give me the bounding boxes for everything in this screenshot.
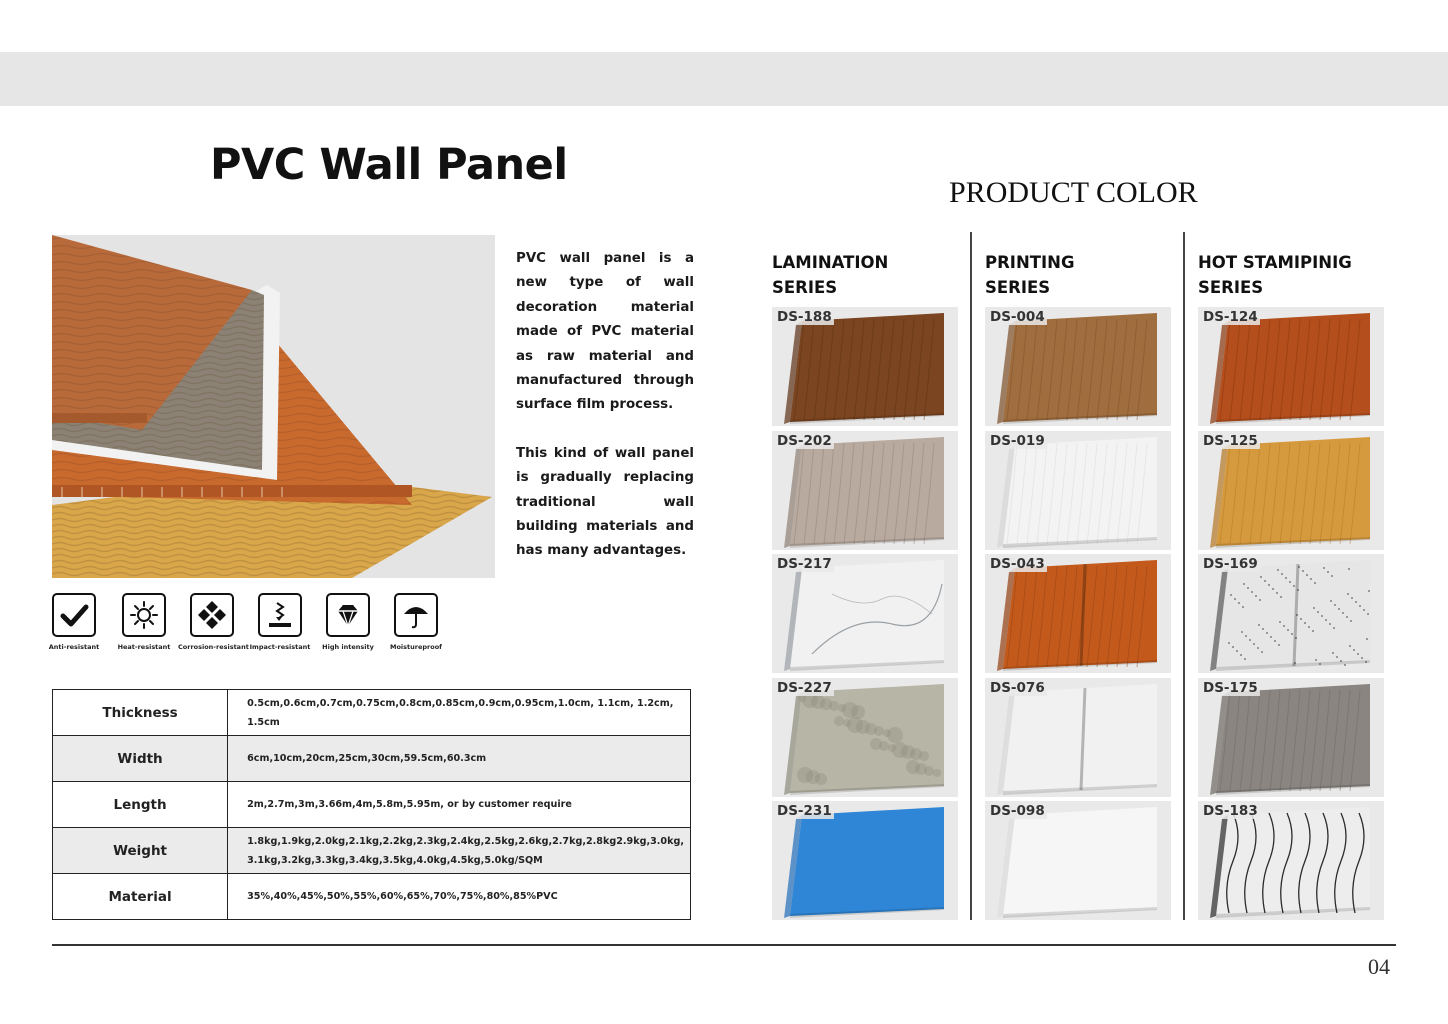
product-swatch bbox=[1198, 431, 1384, 550]
spec-table bbox=[52, 689, 691, 920]
spec-name: Weight bbox=[53, 828, 228, 874]
product-swatch bbox=[772, 678, 958, 797]
product-code: DS-076 bbox=[990, 680, 1045, 696]
product-swatch bbox=[772, 554, 958, 673]
feature-label: Corrosion-resistant bbox=[178, 643, 249, 651]
product-code: DS-004 bbox=[990, 309, 1045, 325]
feature-label: High intensity bbox=[322, 643, 374, 651]
feature-label: Heat-resistant bbox=[117, 643, 171, 651]
page-title: PVC Wall Panel bbox=[210, 140, 568, 190]
product-code: DS-183 bbox=[1203, 803, 1258, 819]
product-code: DS-227 bbox=[777, 680, 832, 696]
product-swatch bbox=[772, 801, 958, 920]
product-swatch bbox=[985, 431, 1171, 550]
product-code: DS-043 bbox=[990, 556, 1045, 572]
product-code: DS-169 bbox=[1203, 556, 1258, 572]
feature-icons bbox=[48, 593, 452, 655]
product-swatch bbox=[1198, 307, 1384, 426]
feature-anti-resistant bbox=[40, 593, 108, 651]
feature-high-intensity bbox=[314, 593, 382, 651]
feature-corrosion-resistant bbox=[178, 593, 249, 651]
table-row bbox=[53, 690, 691, 736]
description-paragraph: This kind of wall panel is gradually replacing traditional wall building materials and has many advantages. bbox=[516, 445, 694, 559]
gem-icon bbox=[326, 593, 370, 637]
product-code: DS-231 bbox=[777, 803, 832, 819]
feature-moistureproof bbox=[382, 593, 450, 651]
product-code: DS-019 bbox=[990, 433, 1045, 449]
table-row bbox=[53, 874, 691, 920]
description bbox=[516, 247, 694, 588]
table-row bbox=[53, 736, 691, 782]
product-code: DS-202 bbox=[777, 433, 832, 449]
umbrella-icon bbox=[394, 593, 438, 637]
product-code: DS-175 bbox=[1203, 680, 1258, 696]
feature-label: Impact-resistant bbox=[249, 643, 311, 651]
table-row bbox=[53, 828, 691, 874]
checkmark-icon bbox=[52, 593, 96, 637]
product-color-title: PRODUCT COLOR bbox=[949, 176, 1198, 209]
product-code: DS-125 bbox=[1203, 433, 1258, 449]
diamond-tiles-icon bbox=[190, 593, 234, 637]
spec-name: Width bbox=[53, 736, 228, 782]
description-paragraph: PVC wall panel is a new type of wall decoration material made of PVC material as raw material and manufactured through surface film process. bbox=[516, 251, 694, 413]
product-swatch bbox=[985, 554, 1171, 673]
spec-value: 35%,40%,45%,50%,55%,60%,65%,70%,75%,80%,85%PVC bbox=[228, 874, 691, 920]
product-code: DS-098 bbox=[990, 803, 1045, 819]
series-title-hot-stamping: HOT STAMIPINIG SERIES bbox=[1198, 253, 1352, 297]
product-code: DS-217 bbox=[777, 556, 832, 572]
spec-name: Thickness bbox=[53, 690, 228, 736]
product-swatch bbox=[772, 307, 958, 426]
spec-value: 1.8kg,1.9kg,2.0kg,2.1kg,2.2kg,2.3kg,2.4kg,2.5kg,2.6kg,2.7kg,2.8kg2.9kg,3.0kg, 3.1kg,3.2kg,3.3kg,3.4kg,3.5kg,4.0kg,4.5kg,5.0kg/SQM bbox=[228, 828, 691, 874]
product-code: DS-124 bbox=[1203, 309, 1258, 325]
spec-name: Material bbox=[53, 874, 228, 920]
hero-product-image bbox=[52, 235, 495, 578]
series-title-printing: PRINTING SERIES bbox=[985, 253, 1075, 297]
product-swatch bbox=[1198, 554, 1384, 673]
header-band bbox=[0, 52, 1448, 106]
feature-impact-resistant bbox=[246, 593, 314, 651]
product-swatch bbox=[772, 431, 958, 550]
product-swatch bbox=[985, 307, 1171, 426]
spec-value: 6cm,10cm,20cm,25cm,30cm,59.5cm,60.3cm bbox=[228, 736, 691, 782]
sun-icon bbox=[122, 593, 166, 637]
spec-name: Length bbox=[53, 782, 228, 828]
spec-value: 0.5cm,0.6cm,0.7cm,0.75cm,0.8cm,0.85cm,0.9cm,0.95cm,1.0cm, 1.1cm, 1.2cm, 1.5cm bbox=[228, 690, 691, 736]
column-divider bbox=[1183, 232, 1185, 920]
feature-heat-resistant bbox=[110, 593, 178, 651]
product-code: DS-188 bbox=[777, 309, 832, 325]
footer-rule bbox=[52, 944, 1396, 946]
product-swatch bbox=[1198, 801, 1384, 920]
table-row bbox=[53, 782, 691, 828]
product-swatch bbox=[1198, 678, 1384, 797]
series-title-lamination: LAMINATION SERIES bbox=[772, 253, 889, 297]
impact-icon bbox=[258, 593, 302, 637]
feature-label: Anti-resistant bbox=[48, 643, 100, 651]
page-number: 04 bbox=[1368, 954, 1390, 979]
spec-value: 2m,2.7m,3m,3.66m,4m,5.8m,5.95m, or by customer require bbox=[228, 782, 691, 828]
product-swatch bbox=[985, 678, 1171, 797]
feature-label: Moistureproof bbox=[390, 643, 442, 651]
column-divider bbox=[970, 232, 972, 920]
product-swatch bbox=[985, 801, 1171, 920]
